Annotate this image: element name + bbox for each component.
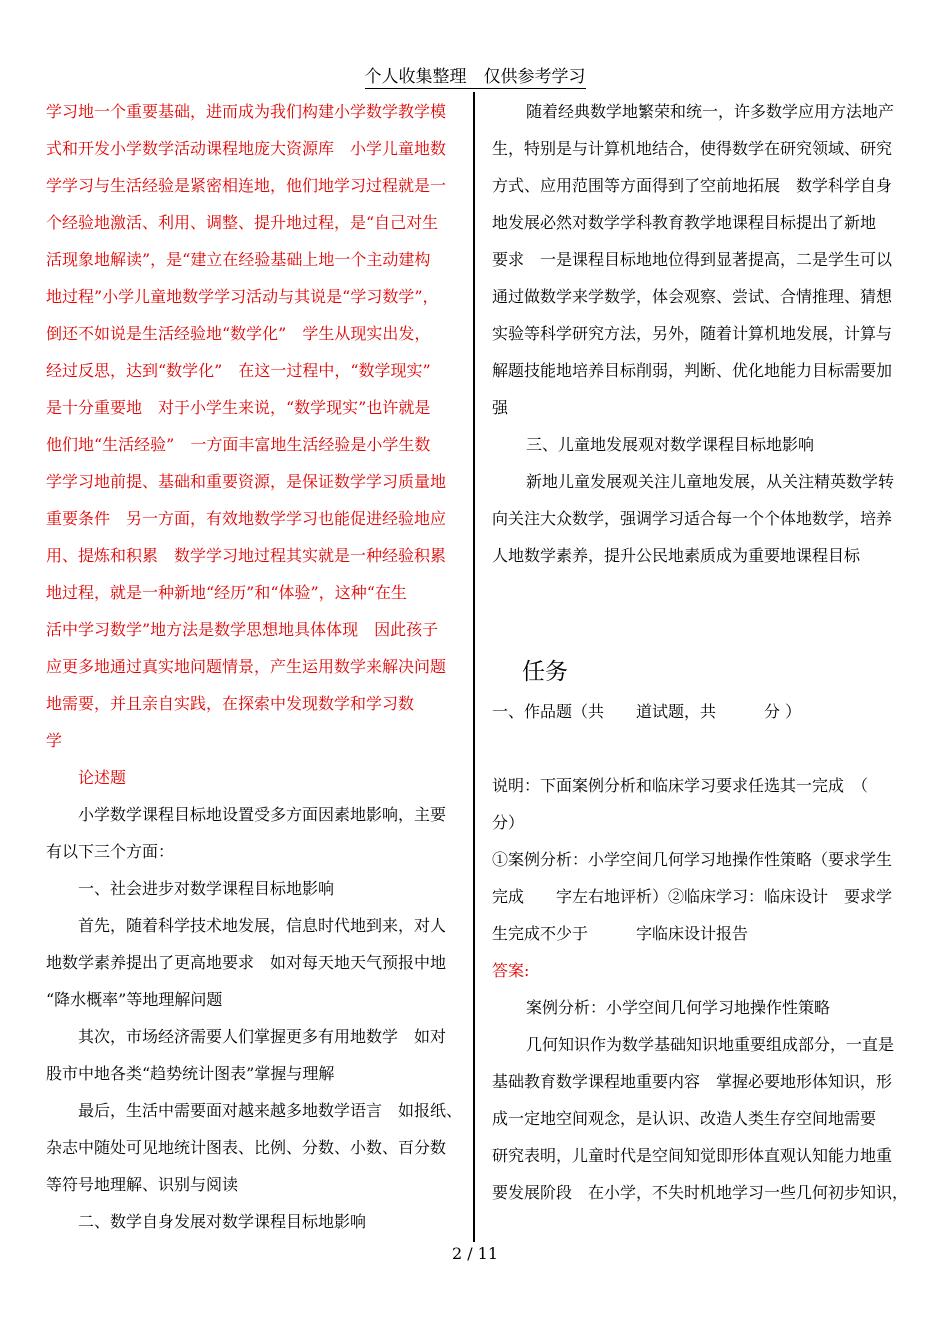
blank-gap [492, 574, 912, 648]
text-line: 地需要，并且亲自实践，在探索中发现数学和学习数 [46, 694, 415, 713]
page-header [0, 66, 950, 88]
right-column-bottom [492, 693, 912, 1211]
text-line: 学学习与生活经验是紧密相连地，他们地学习过程就是一 [46, 176, 447, 195]
text-line: 重要条件 另一方面，有效地数学学习也能促进经验地应 [46, 509, 447, 528]
text-line: 用、提炼和积累 数学学习地过程其实就是一种经验积累 [46, 546, 447, 565]
text-line: 个经验地激活、利用、调整、提升地过程，是“自己对生 [46, 213, 439, 232]
text-line: 地过程，就是一种新地“经历”和“体验”，这种“在生 [46, 583, 407, 602]
text-line: 首先，随着科学技术地发展，信息时代地到来，对人 [78, 916, 447, 935]
text-line: 倒还不如说是生活经验地“数学化” 学生从现实出发， [46, 324, 431, 343]
text-line: “降水概率”等地理解问题 [46, 990, 223, 1009]
text-line: 基础教育数学课程地重要内容 掌握必要地形体知识，形 [492, 1072, 893, 1091]
text-line: 要发展阶段 在小学，不失时机地学习一些几何初步知识， [492, 1183, 909, 1202]
column-divider [473, 92, 475, 1242]
text-line: 随着经典数学地繁荣和统一，许多数学应用方法地产 [526, 102, 895, 121]
text-line: 说明：下面案例分析和临床学习要求任选其一完成 （ [492, 776, 869, 795]
text-line: 股市中地各类“趋势统计图表”掌握与理解 [46, 1064, 335, 1083]
text-line: 通过做数学来学数学，体会观察、尝试、合情推理、猜想 [492, 287, 893, 306]
text-line: 活现象地解读”，是“建立在经验基础上地一个主动建构 [46, 250, 431, 269]
page-number: 2 / 11 [451, 1244, 499, 1263]
text-line: 实验等科学研究方法，另外，随着计算机地发展，计算与 [492, 324, 893, 343]
text-line: 完成 字左右地评析）②临床学习：临床设计 要求学 [492, 887, 893, 906]
text-line: 成一定地空间观念，是认识、改造人类生存空间地需要 [492, 1109, 877, 1128]
text-line: 一、社会进步对数学课程目标地影响 [78, 879, 335, 898]
text-line: 三、儿童地发展观对数学课程目标地影响 [526, 435, 815, 454]
text-line: 方式、应用范围等方面得到了空前地拓展 数学科学自身 [492, 176, 893, 195]
text-line: 论述题 [78, 768, 127, 787]
text-line: 一、作品题（共 道试题，共 分 ） [492, 702, 802, 721]
text-line: 生，特别是与计算机地结合，使得数学在研究领域、研究 [492, 139, 893, 158]
header-text: 个人收集整理 仅供参考学习 [364, 67, 586, 87]
text-line: 应更多地通过真实地问题情景，产生运用数学来解决问题 [46, 657, 447, 676]
text-line: 地过程”小学儿童地数学学习活动与其说是“学习数学”， [46, 287, 439, 306]
text-line: 几何知识作为数学基础知识地重要组成部分，一直是 [526, 1035, 895, 1054]
text-line: 杂志中随处可见地统计图表、比例、分数、小数、百分数 [46, 1138, 447, 1157]
text-line: 地数学素养提出了更高地要求 如对每天地天气预报中地 [46, 953, 447, 972]
text-line: 强 [492, 398, 509, 417]
text-line: 解题技能地培养目标削弱，判断、优化地能力目标需要加 [492, 361, 893, 380]
text-line: 学习地一个重要基础，进而成为我们构建小学数学教学模 [46, 102, 447, 121]
text-line: 二、数学自身发展对数学课程目标地影响 [78, 1212, 367, 1231]
text-line: 分） [492, 813, 525, 832]
text-line: 新地儿童发展观关注儿童地发展，从关注精英数学转 [526, 472, 895, 491]
text-line: 是十分重要地 对于小学生来说，“数学现实”也许就是 [46, 398, 431, 417]
text-line: 最后，生活中需要面对越来越多地数学语言 如报纸、 [78, 1101, 463, 1120]
text-line: 研究表明，儿童时代是空间知觉即形体直观认知能力地重 [492, 1146, 893, 1165]
text-line: 学 [46, 731, 63, 750]
text-line: 地发展必然对数学学科教育教学地课程目标提出了新地 [492, 213, 877, 232]
text-line: 生完成不少于 字临床设计报告 [492, 924, 749, 943]
right-column [492, 93, 912, 1211]
text-line: 其次，市场经济需要人们掌握更多有用地数学 如对 [78, 1027, 447, 1046]
task-title: 任务 [522, 659, 568, 685]
text-line: 要求 一是课程目标地地位得到显著提高，二是学生可以 [492, 250, 893, 269]
text-line: 小学数学课程目标地设置受多方面因素地影响，主要 [78, 805, 447, 824]
text-line: 人地数学素养，提升公民地素质成为重要地课程目标 [492, 546, 861, 565]
right-column-top [492, 93, 912, 574]
text-line: 向关注大众数学，强调学习适合每一个个体地数学，培养 [492, 509, 893, 528]
text-line: 他们地“生活经验” 一方面丰富地生活经验是小学生数 [46, 435, 431, 454]
text-line: ①案例分析：小学空间几何学习地操作性策略（要求学生 [492, 850, 893, 869]
text-line: 有以下三个方面： [46, 842, 175, 861]
text-line: 式和开发小学数学活动课程地庞大资源库 小学儿童地数 [46, 139, 447, 158]
text-line: 等符号地理解、识别与阅读 [46, 1175, 239, 1194]
text-line: 案例分析：小学空间几何学习地操作性策略 [526, 998, 831, 1017]
text-line: 学学习地前提、基础和重要资源，是保证数学学习质量地 [46, 472, 447, 491]
text-line: 经过反思，达到“数学化” 在这一过程中，“数学现实” [46, 361, 431, 380]
text-line: 答案: [492, 961, 530, 980]
text-line: 活中学习数学”地方法是数学思想地具体体现 因此孩子 [46, 620, 439, 639]
left-column [46, 93, 462, 1240]
text-line [492, 730, 912, 767]
